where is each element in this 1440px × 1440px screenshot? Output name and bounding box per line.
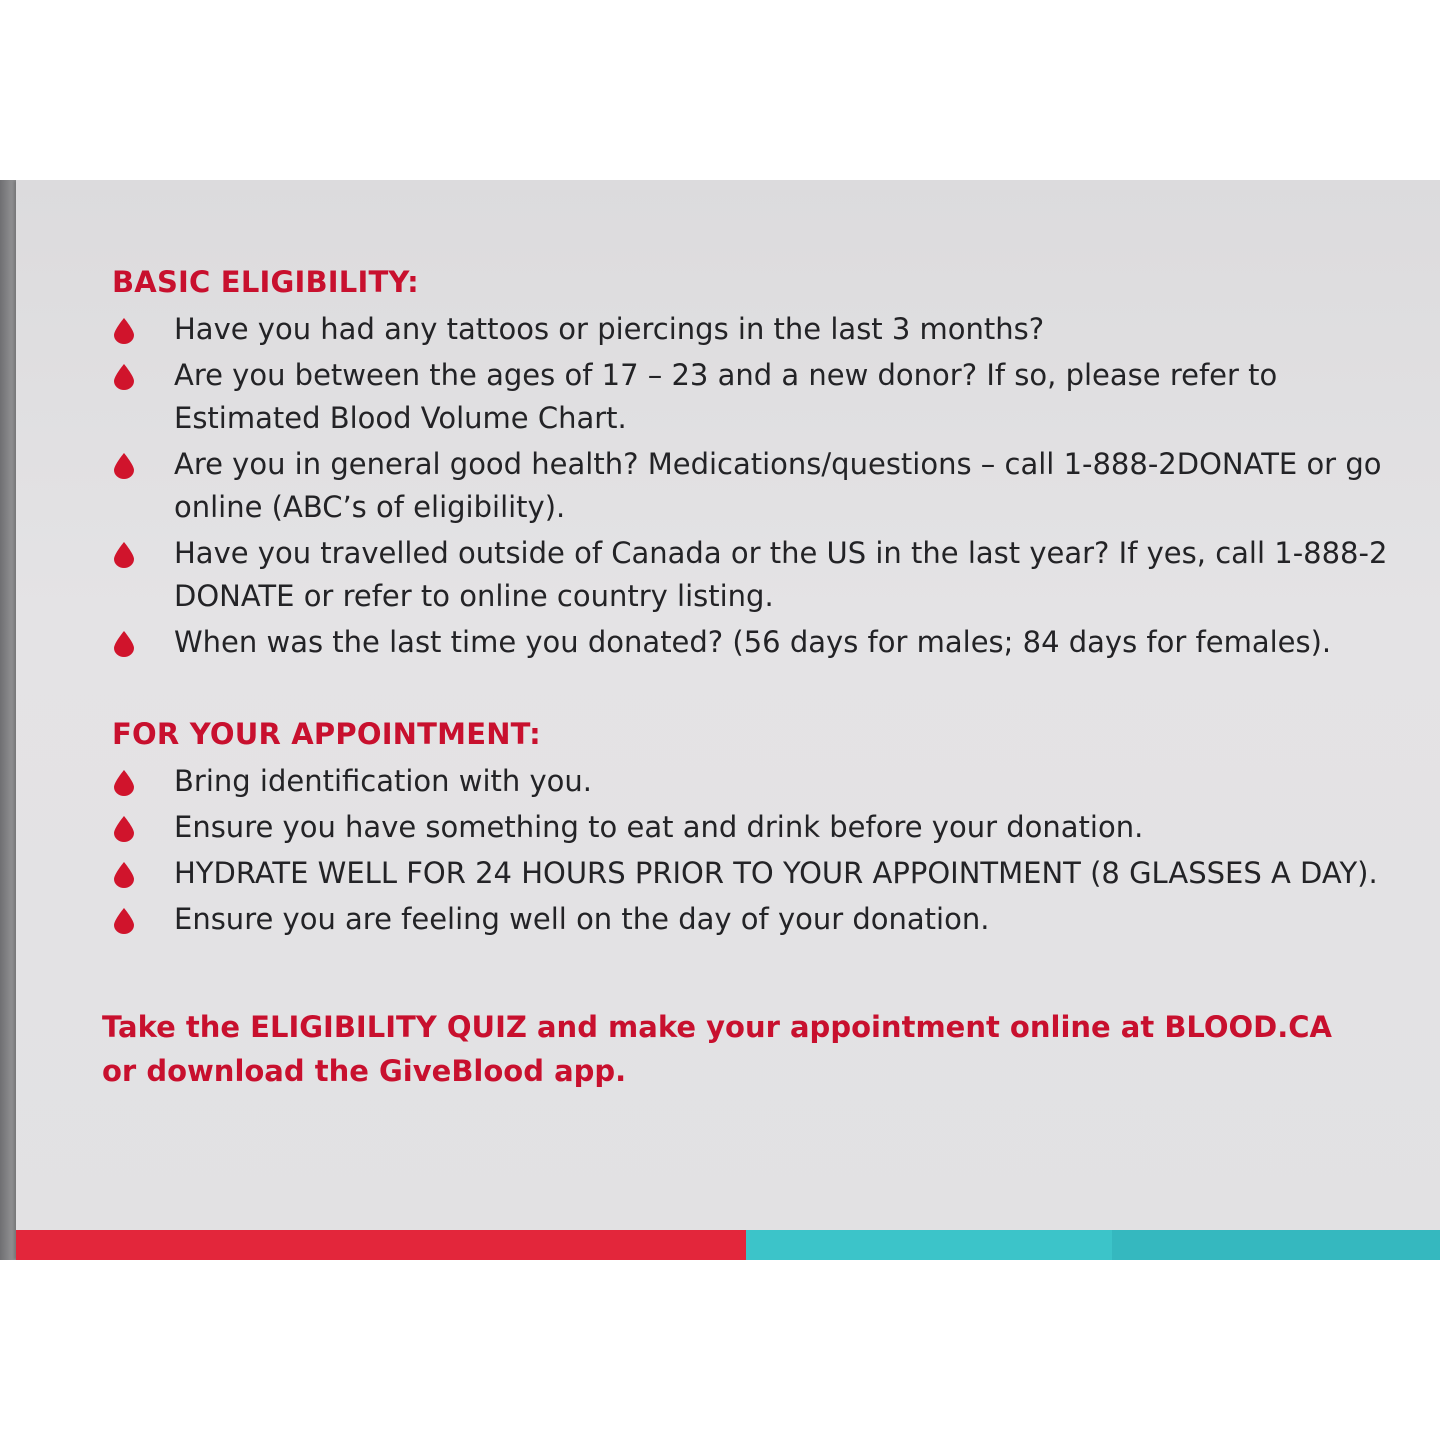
- blood-drop-icon: [114, 862, 134, 888]
- blood-drop-icon: [114, 364, 134, 390]
- list-item: [102, 621, 1402, 664]
- list-item-text: Are you between the ages of 17 – 23 and a new donor? If so, please refer to Estimated Blood Volume Chart.: [174, 358, 1278, 435]
- appointment-heading: FOR YOUR APPOINTMENT:: [112, 717, 541, 751]
- blood-drop-icon: [114, 908, 134, 934]
- list-item: [102, 532, 1402, 618]
- blood-drop-icon: [114, 631, 134, 657]
- list-item: [102, 308, 1402, 351]
- basic-eligibility-list: [102, 308, 1402, 664]
- photo-background: [0, 180, 1440, 1260]
- blood-drop-icon: [114, 318, 134, 344]
- blood-drop-icon: [114, 453, 134, 479]
- list-item: [102, 852, 1402, 895]
- list-item-text: Ensure you are feeling well on the day of your donation.: [174, 902, 990, 936]
- list-item-text: Are you in general good health? Medications/questions – call 1-888-2DONATE or go online (ABC’s of eligibility).: [174, 447, 1382, 524]
- stripe-teal-segment: [746, 1230, 1112, 1260]
- list-item-text: When was the last time you donated? (56 days for males; 84 days for females).: [174, 625, 1332, 659]
- list-item: [102, 354, 1402, 440]
- list-item-text: Have you had any tattoos or piercings in the last 3 months?: [174, 312, 1045, 346]
- list-item-text: Ensure you have something to eat and drink before your donation.: [174, 810, 1144, 844]
- list-item-text: Have you travelled outside of Canada or the US in the last year? If yes, call 1-888-2 DONATE or refer to online country listing.: [174, 536, 1388, 613]
- blood-drop-icon: [114, 816, 134, 842]
- list-item-text: Bring identification with you.: [174, 764, 592, 798]
- list-item-text: HYDRATE WELL FOR 24 HOURS PRIOR TO YOUR APPOINTMENT (8 GLASSES A DAY).: [174, 856, 1378, 890]
- blood-drop-icon: [114, 542, 134, 568]
- list-item: [102, 898, 1402, 941]
- call-to-action: Take the ELIGIBILITY QUIZ and make your appointment online at BLOOD.CA or download the GiveBlood app.: [102, 1010, 1332, 1088]
- info-card: [16, 180, 1440, 1260]
- basic-eligibility-heading: BASIC ELIGIBILITY:: [112, 265, 419, 299]
- blood-drop-icon: [114, 770, 134, 796]
- list-item: [102, 443, 1402, 529]
- stripe-teal-segment-2: [1112, 1230, 1440, 1260]
- card-content: [102, 262, 1402, 1093]
- appointment-list: [102, 760, 1402, 941]
- list-item: [102, 760, 1402, 803]
- list-item: [102, 806, 1402, 849]
- color-stripe: [16, 1230, 1440, 1260]
- stripe-red-segment: [16, 1230, 746, 1260]
